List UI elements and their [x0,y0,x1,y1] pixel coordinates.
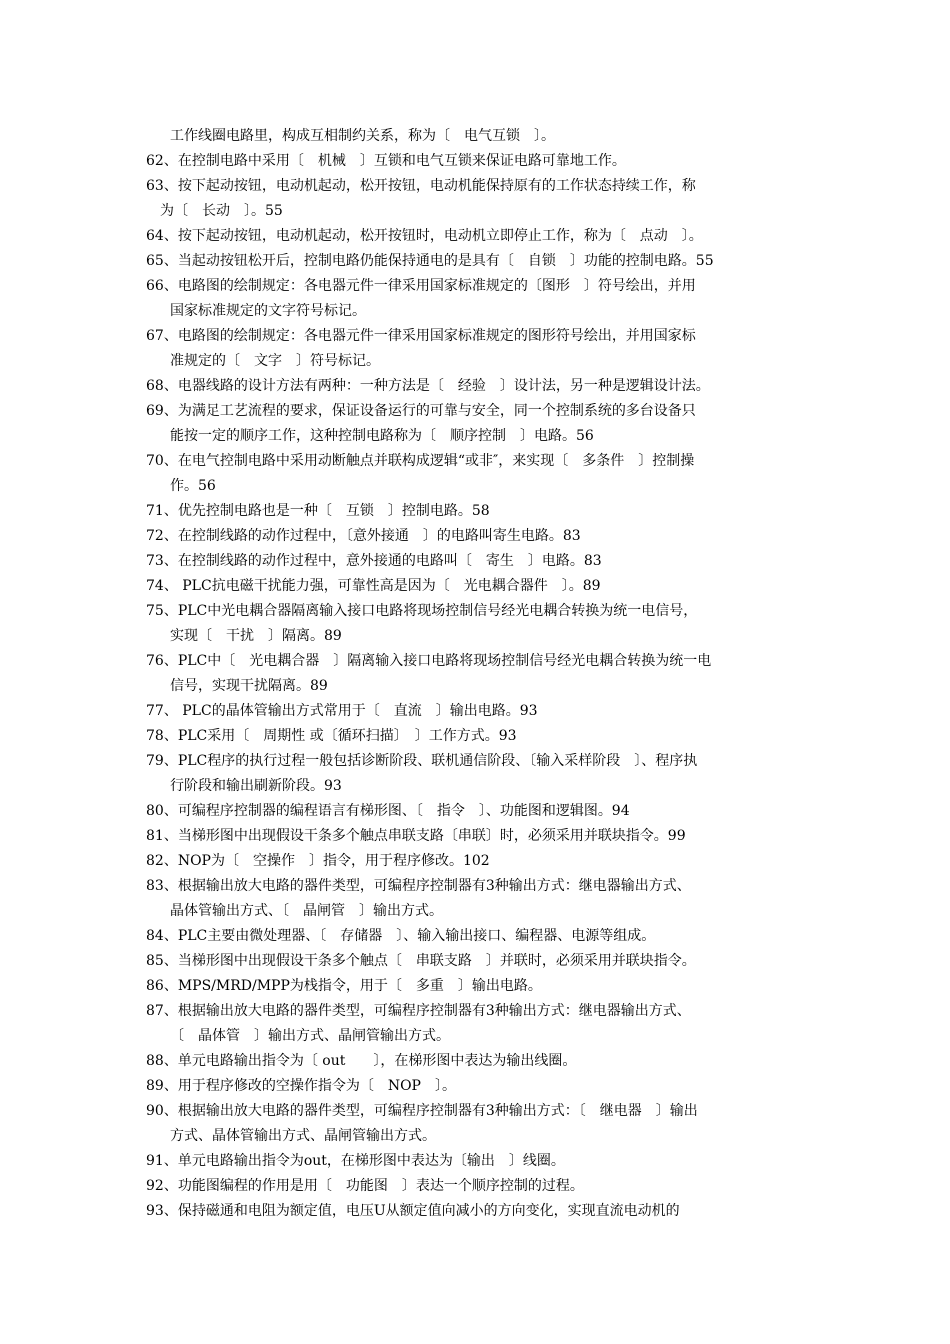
text-line: 88、单元电路输出指令为〔 out 〕，在梯形图中表达为输出线圈。 [146,1053,577,1069]
text-line: 79、PLC程序的执行过程一般包括诊断阶段、联机通信阶段、〔输入采样阶段 〕、程序执 [146,753,698,769]
text-line: 作。56 [170,478,216,494]
text-line: 81、当梯形图中出现假设干条多个触点串联支路〔串联〕时，必须采用并联块指令。99 [146,828,686,844]
text-line: 91、单元电路输出指令为out，在梯形图中表达为〔输出 〕线圈。 [146,1153,565,1169]
text-line: 72、在控制线路的动作过程中，〔意外接通 〕的电路叫寄生电路。83 [146,528,581,544]
text-line: 84、PLC主要由微处理器、〔 存储器 〕、输入输出接口、编程器、电源等组成。 [146,928,656,944]
text-line: 65、当起动按钮松开后，控制电路仍能保持通电的是具有〔 自锁 〕功能的控制电路。55 [146,253,714,269]
text-line: 准规定的〔 文字 〕符号标记。 [170,353,380,369]
text-line: 64、按下起动按钮，电动机起动，松开按钮时，电动机立即停止工作，称为〔 点动 〕。 [146,228,703,244]
text-line: 87、根据输出放大电路的器件类型，可编程序控制器有3种输出方式：继电器输出方式、 [146,1003,691,1019]
text-line: 62、在控制电路中采用〔 机械 〕互锁和电气互锁来保证电路可靠地工作。 [146,153,626,169]
text-line: 74、 PLC抗电磁干扰能力强，可靠性高是因为〔 光电耦合器件 〕。89 [146,578,601,594]
text-line: 工作线圈电路里，构成互相制约关系，称为〔 电气互锁 〕。 [170,128,555,144]
text-line: 方式、晶体管输出方式、晶闸管输出方式。 [170,1128,436,1144]
text-line: 75、PLC中光电耦合器隔离输入接口电路将现场控制信号经光电耦合转换为统一电信号， [146,603,698,619]
text-line: 国家标准规定的文字符号标记。 [170,303,366,319]
text-line: 78、PLC采用〔 周期性 或〔循环扫描〕 〕工作方式。93 [146,728,517,744]
text-line: 80、可编程序控制器的编程语言有梯形图、〔 指令 〕、功能图和逻辑图。94 [146,803,630,819]
text-line: 85、当梯形图中出现假设干条多个触点〔 串联支路 〕并联时，必须采用并联块指令。 [146,953,696,969]
text-line: 实现〔 干扰 〕隔离。89 [170,628,342,644]
text-line: 92、功能图编程的作用是用〔 功能图 〕表达一个顺序控制的过程。 [146,1178,584,1194]
text-line: 67、电路图的绘制规定：各电器元件一律采用国家标准规定的图形符号绘出，并用国家标 [146,328,696,344]
text-line: 行阶段和输出刷新阶段。93 [170,778,342,794]
text-line: 76、PLC中〔 光电耦合器 〕隔离输入接口电路将现场控制信号经光电耦合转换为统一电 [146,653,712,669]
text-line: 82、NOP为〔 空操作 〕指令，用于程序修改。102 [146,853,490,869]
text-line: 71、优先控制电路也是一种〔 互锁 〕控制电路。58 [146,503,490,519]
text-line: 为〔 长动 〕。55 [160,203,283,219]
text-line: 能按一定的顺序工作，这种控制电路称为〔 顺序控制 〕电路。56 [170,428,594,444]
text-line: 晶体管输出方式、〔 晶闸管 〕输出方式。 [170,903,443,919]
text-line: 63、按下起动按钮，电动机起动，松开按钮，电动机能保持原有的工作状态持续工作，称 [146,178,696,194]
text-line: 69、为满足工艺流程的要求，保证设备运行的可靠与安全，同一个控制系统的多台设备只 [146,403,696,419]
text-line: 73、在控制线路的动作过程中，意外接通的电路叫〔 寄生 〕电路。83 [146,553,602,569]
text-line: 86、MPS/MRD/MPP为栈指令，用于〔 多重 〕输出电路。 [146,978,542,994]
text-line: 信号，实现干扰隔离。89 [170,678,328,694]
text-line: 〔 晶体管 〕输出方式、晶闸管输出方式。 [170,1028,450,1044]
text-line: 77、 PLC的晶体管输出方式常用于〔 直流 〕输出电路。93 [146,703,538,719]
text-line: 70、在电气控制电路中采用动断触点并联构成逻辑“或非″，来实现〔 多条件 〕控制操 [146,453,695,469]
text-line: 89、用于程序修改的空操作指令为〔 NOP 〕。 [146,1078,456,1094]
text-line: 68、电器线路的设计方法有两种：一种方法是〔 经验 〕设计法，另一种是逻辑设计法。 [146,378,710,394]
text-line: 66、电路图的绘制规定：各电器元件一律采用国家标准规定的〔图形 〕符号绘出，并用 [146,278,696,294]
text-line: 83、根据输出放大电路的器件类型，可编程序控制器有3种输出方式：继电器输出方式、 [146,878,691,894]
text-line: 93、保持磁通和电阻为额定值，电压U从额定值向减小的方向变化，实现直流电动机的 [146,1203,680,1219]
text-line: 90、根据输出放大电路的器件类型，可编程序控制器有3种输出方式：〔 继电器 〕输出 [146,1103,698,1119]
